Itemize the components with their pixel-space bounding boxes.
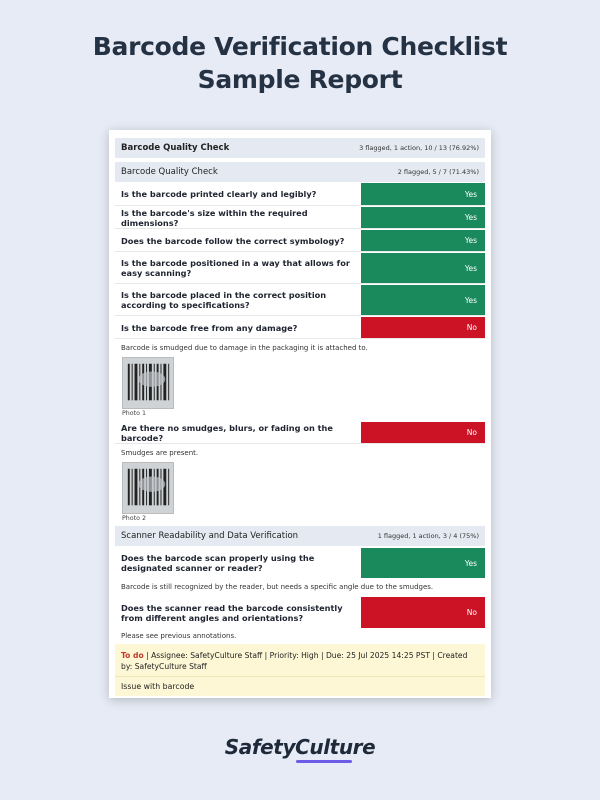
page-title-line1: Barcode Verification Checklist <box>92 32 508 61</box>
section-header-barcode-quality <box>115 138 485 158</box>
subsection-header <box>115 526 485 546</box>
question-text: Does the barcode follow the correct symbology? <box>121 235 345 246</box>
question-text: Are there no smudges, blurs, or fading on the barcode? <box>121 422 333 443</box>
action-status: To do <box>121 651 144 660</box>
section-title: Barcode Quality Check <box>121 143 230 153</box>
subsection-title: Barcode Quality Check <box>121 167 218 177</box>
question-text: Is the barcode positioned in a way that allows for easy scanning? <box>121 258 350 278</box>
photo-caption: Photo 1 <box>122 410 146 417</box>
answer-yes: Yes <box>361 285 485 315</box>
question-text: Is the barcode placed in the correct position according to specifications? <box>121 290 327 310</box>
safetyculture-logo: SafetyCulture <box>224 735 376 759</box>
logo-underline <box>296 760 352 763</box>
barcode-image-icon <box>123 463 173 513</box>
photo-caption: Photo 2 <box>122 515 146 522</box>
question-row <box>115 230 485 252</box>
action-issue: Issue with barcode <box>115 676 485 696</box>
answer-no: No <box>361 597 485 628</box>
subsection-header <box>115 162 485 182</box>
barcode-photo[interactable] <box>122 462 174 514</box>
answer-no: No <box>361 422 485 443</box>
question-text: Is the barcode's size within the required dimensions? <box>121 207 308 228</box>
question-note: Please see previous annotations. <box>121 632 237 640</box>
question-row <box>115 285 485 316</box>
action-item[interactable] <box>115 644 485 676</box>
question-row <box>115 317 485 339</box>
question-note: Barcode is smudged due to damage in the packaging it is attached to. <box>121 344 368 352</box>
subsection-score: 1 flagged, 1 action, 3 / 4 (75%) <box>377 532 479 540</box>
answer-yes: Yes <box>361 207 485 228</box>
barcode-photo[interactable] <box>122 357 174 409</box>
question-row <box>115 253 485 284</box>
question-note: Smudges are present. <box>121 449 199 457</box>
answer-yes: Yes <box>361 230 485 251</box>
answer-yes: Yes <box>361 253 485 283</box>
question-text: Is the barcode printed clearly and legibly? <box>121 189 317 199</box>
question-row <box>115 207 485 229</box>
subsection-title: Scanner Readability and Data Verification <box>121 531 299 541</box>
answer-yes: Yes <box>361 548 485 578</box>
question-row <box>115 548 485 578</box>
subsection-score: 2 flagged, 5 / 7 (71.43%) <box>397 168 479 176</box>
answer-yes: Yes <box>361 183 485 205</box>
section-score: 3 flagged, 1 action, 10 / 13 (76.92%) <box>359 144 479 152</box>
question-row <box>115 597 485 628</box>
page-title <box>0 30 600 96</box>
question-text: Does the barcode scan properly using the designated scanner or reader? <box>121 553 315 573</box>
page-title-line2: Sample Report <box>197 65 403 94</box>
question-row <box>115 422 485 444</box>
barcode-image-icon <box>123 358 173 408</box>
question-text: Is the barcode free from any damage? <box>121 322 298 333</box>
question-text: Does the scanner read the barcode consistently from different angles and orientations? <box>121 602 343 623</box>
action-details: | Assignee: SafetyCulture Staff | Priority: High | Due: 25 Jul 2025 14:25 PST | Created by: SafetyCulture Staff <box>121 651 468 671</box>
answer-no: No <box>361 317 485 338</box>
question-note: Barcode is still recognized by the reader, but needs a specific angle due to the smudges. <box>121 583 434 591</box>
question-row <box>115 183 485 206</box>
report-page <box>109 130 491 698</box>
